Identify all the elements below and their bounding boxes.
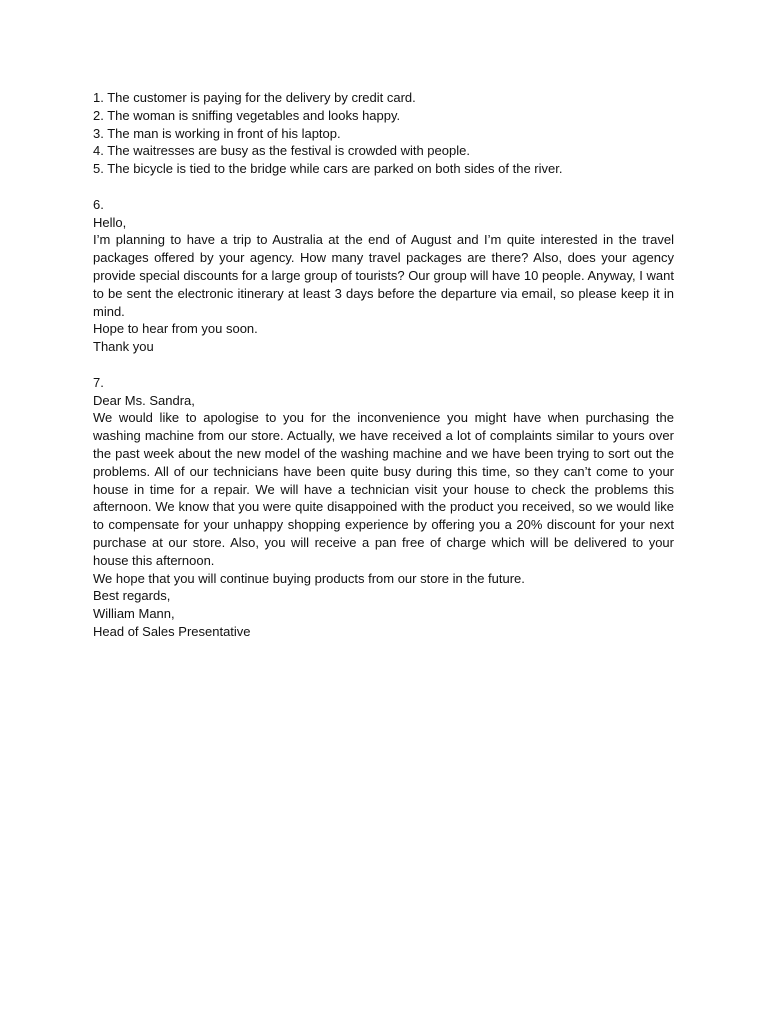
answer-item-4: 4. The waitresses are busy as the festival is crowded with people.	[93, 143, 470, 159]
email-signoff: Thank you	[93, 339, 154, 355]
email-closing: Hope to hear from you soon.	[93, 321, 258, 337]
signature-name: William Mann,	[93, 606, 175, 622]
document-page	[93, 89, 674, 641]
letter-regards: Best regards,	[93, 588, 171, 604]
letter-closing: We hope that you will continue buying products from our store in the future.	[93, 570, 525, 586]
answer-item-2: 2. The woman is sniffing vegetables and looks happy.	[93, 107, 401, 123]
question-number: 6.	[93, 196, 104, 212]
question-number: 7.	[93, 374, 104, 390]
answer-item-1: 1. The customer is paying for the delivery by credit card.	[93, 90, 416, 105]
spacer	[93, 356, 674, 374]
signature-title: Head of Sales Presentative	[93, 623, 251, 639]
answer-item-3: 3. The man is working in front of his laptop.	[93, 125, 341, 141]
letter-body: We would like to apologise to you for the inconvenience you might have when purchasing the washing machine from our store. Actually, we have received a lot of complaints similar to yours over the past week about the new model of the washing machine and we have been trying to sort out the problems. All of our technicians have been quite busy during this time, so they can’t come to your house in time for a repair. We will have a technician visit your house to check the problems this afternoon. We know that you were quite disappoined with the product you received, so we would like to compensate for your unhappy shopping experience by offering you a 20% discount for your next purchase at our store. Also, you will receive a pan free of charge which will be delivered to your house this afternoon.	[93, 410, 674, 568]
email-greeting: Hello,	[93, 214, 127, 230]
answer-list	[93, 89, 674, 178]
answer-item-5: 5. The bicycle is tied to the bridge while cars are parked on both sides of the river.	[93, 161, 563, 177]
email-body: I’m planning to have a trip to Australia at the end of August and I’m quite interested in the travel packages offered by your agency. How many travel packages are there? Also, does your agency provide special discounts for a large group of tourists? Our group will have 10 people. Anyway, I want to be sent the electronic itinerary at least 3 days before the departure via email, so please keep it in mind.	[93, 232, 674, 319]
question-7-letter	[93, 374, 674, 641]
letter-greeting: Dear Ms. Sandra,	[93, 392, 195, 408]
question-6-email	[93, 196, 674, 356]
spacer	[93, 178, 674, 196]
